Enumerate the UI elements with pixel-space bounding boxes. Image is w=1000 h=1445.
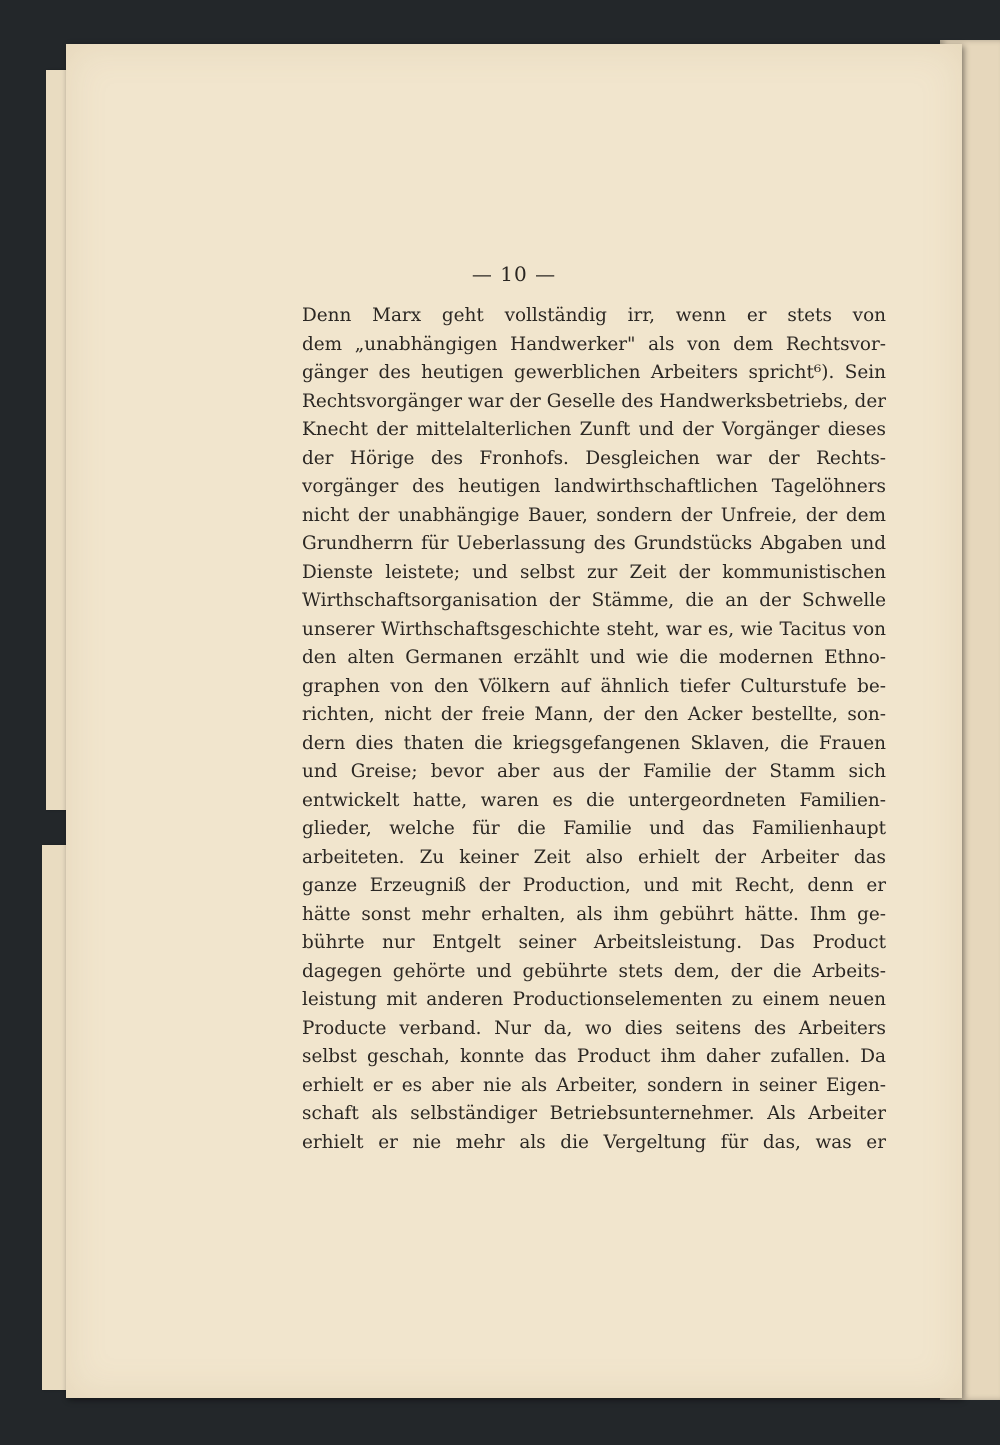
text-line: Knecht der mittelalterlichen Zunft und der Vorgänger dieses bbox=[302, 419, 886, 440]
text-line: glieder, welche für die Familie und das Familienhaupt bbox=[302, 818, 886, 839]
text-line: richten, nicht der freie Mann, der den Acker bestellte, son- bbox=[302, 704, 886, 725]
text-line: Wirthschaftsorganisation der Stämme, die an der Schwelle bbox=[302, 590, 886, 611]
text-line: dagegen gehörte und gebührte stets dem, der die Arbeits- bbox=[302, 960, 886, 982]
text-line: schaft als selbständiger Betriebsunternehmer. Als Arbeiter bbox=[302, 1103, 886, 1124]
body-text bbox=[302, 302, 886, 1157]
text-line: vorgänger des heutigen landwirthschaftlichen Tagelöhners bbox=[302, 476, 886, 497]
text-line: dern dies thaten die kriegsgefangenen Sklaven, die Frauen bbox=[302, 732, 886, 754]
text-line: erhielt er es aber nie als Arbeiter, sondern in seiner Eigen- bbox=[302, 1074, 886, 1096]
text-line: Producte verband. Nur da, wo dies seitens des Arbeiters bbox=[302, 1017, 886, 1039]
text-line: der Hörige des Fronhofs. Desgleichen war der Rechts- bbox=[302, 447, 886, 469]
text-line: hätte sonst mehr erhalten, als ihm gebührt hätte. Ihm ge- bbox=[302, 903, 886, 925]
text-line: Denn Marx geht vollständig irr, wenn er stets von bbox=[302, 305, 886, 326]
left-binding-edge-lower bbox=[42, 845, 68, 1390]
text-line: unserer Wirthschaftsgeschichte steht, war es, wie Tacitus von bbox=[302, 618, 886, 640]
text-line: erhielt er nie mehr als die Vergeltung für das, was er bbox=[302, 1131, 886, 1153]
text-line: nicht der unabhängige Bauer, sondern der Unfreie, der dem bbox=[302, 504, 886, 526]
text-line: bührte nur Entgelt seiner Arbeitsleistung. Das Product bbox=[302, 932, 886, 953]
text-line: leistung mit anderen Productionselementen zu einem neuen bbox=[302, 989, 886, 1010]
text-line: entwickelt hatte, waren es die untergeordneten Familien- bbox=[302, 789, 886, 811]
text-line: dem „unabhängigen Handwerker" als von dem Rechtsvor- bbox=[302, 333, 886, 355]
page-number: — 10 — bbox=[471, 262, 557, 286]
text-line: Grundherrn für Ueberlassung des Grundstücks Abgaben und bbox=[302, 533, 886, 554]
text-line: gänger des heutigen gewerblichen Arbeiters spricht⁶). Sein bbox=[302, 362, 886, 383]
text-line: den alten Germanen erzählt und wie die modernen Ethno- bbox=[302, 647, 886, 668]
text-line: selbst geschah, konnte das Product ihm daher zufallen. Da bbox=[302, 1046, 886, 1067]
text-line: und Greise; bevor aber aus der Familie der Stamm sich bbox=[302, 761, 886, 782]
text-line: arbeiteten. Zu keiner Zeit also erhielt der Arbeiter das bbox=[302, 846, 886, 868]
text-line: graphen von den Völkern auf ähnlich tiefer Culturstufe be- bbox=[302, 675, 886, 697]
left-binding-edge bbox=[46, 70, 68, 810]
text-line: ganze Erzeugniß der Production, und mit Recht, denn er bbox=[302, 875, 886, 896]
book-page bbox=[66, 44, 962, 1398]
text-line: Rechtsvorgänger war der Geselle des Handwerksbetriebs, der bbox=[302, 390, 886, 412]
text-line: Dienste leistete; und selbst zur Zeit der kommunistischen bbox=[302, 561, 886, 583]
